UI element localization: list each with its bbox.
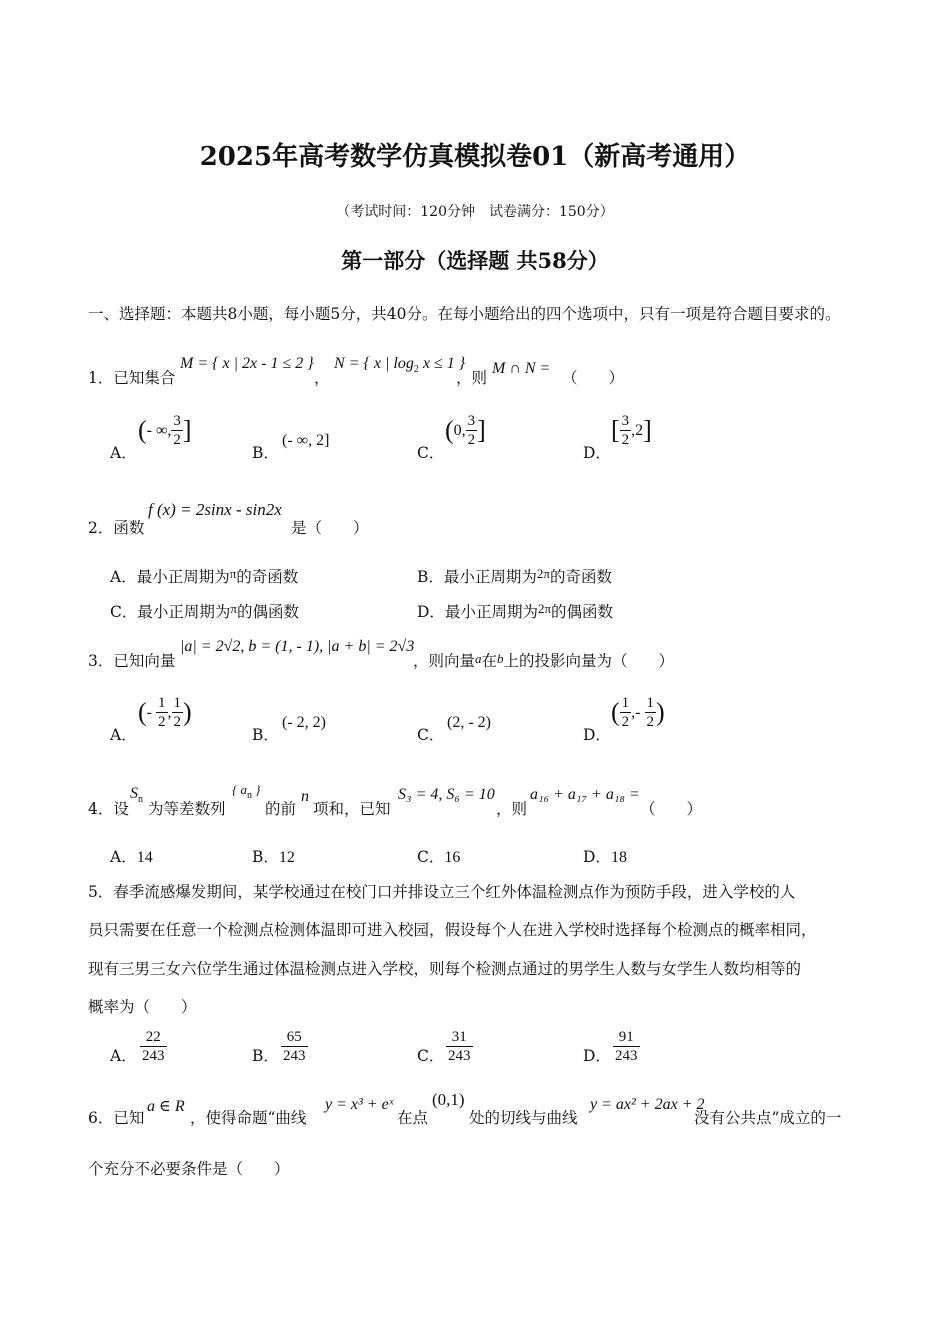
q5-line-1: 5．春季流感爆发期间，某学校通过在校门口并排设立三个红外体温检测点作为预防手段，进入学校的人 bbox=[88, 883, 796, 901]
q1-option-a-value: (- ∞, $\frac{3}{2}$ ] bbox=[138, 413, 192, 448]
question-1 bbox=[88, 366, 175, 388]
part-title: 第一部分（选择题 共58分） bbox=[341, 248, 609, 273]
q6-curve-2: y = ax² + 2ax + 2 bbox=[590, 1096, 705, 1113]
q4-option-b: B．12 bbox=[252, 848, 295, 866]
q6-text-3: 处的切线与曲线 bbox=[469, 1109, 578, 1127]
q2-option-b: B．最小正周期为$^{2\pi}$的奇函数 bbox=[417, 566, 612, 586]
q1-expression: M ∩ N = bbox=[492, 360, 551, 377]
q4-text-3: 项和，已知 bbox=[313, 800, 391, 818]
q6-text-2: 在点 bbox=[397, 1109, 429, 1127]
q4-text-2: 的前 bbox=[265, 800, 297, 818]
q2-option-d: D．最小正周期为$^{2\pi}$的偶函数 bbox=[417, 601, 614, 621]
q3-option-c-value: (2, - 2) bbox=[447, 714, 491, 731]
q6-line-2: 个充分不必要条件是（ ） bbox=[88, 1160, 290, 1178]
q1-set-m: M = { x | 2x - 1 ≤ 2 } bbox=[180, 355, 314, 372]
q5-option-d: D． bbox=[583, 1047, 611, 1065]
q4-option-a: A．14 bbox=[110, 848, 153, 866]
q1-blank: （ ） bbox=[562, 369, 625, 387]
q4-condition: S₃ = 4, S₆ = 10 bbox=[398, 786, 495, 803]
q4-option-d: D．18 bbox=[583, 848, 627, 866]
q1-option-c-value: (0, $\frac{3}{2}$ ] bbox=[445, 413, 486, 448]
q1-option-c: C． bbox=[417, 444, 445, 462]
exam-info: （考试时间：120分钟 试卷满分：150分） bbox=[336, 204, 614, 220]
q6-prefix: 6．已知 bbox=[88, 1109, 145, 1127]
q5-line-4: 概率为（ ） bbox=[88, 998, 197, 1016]
q5-option-c: C． bbox=[417, 1047, 445, 1065]
q5-option-a-value: $\frac{22}{243}$ bbox=[142, 1029, 165, 1064]
q3-option-d-value: ( $\frac{1}{2}$ ,- $\frac{1}{2}$ ) bbox=[611, 695, 665, 730]
q6-text-4: 没有公共点”成立的一 bbox=[694, 1109, 842, 1127]
q4-blank: （ ） bbox=[640, 800, 703, 818]
q1-set-n: N = { x | $\log_2 x \le 1$ } bbox=[334, 355, 466, 375]
q4-text-1: 为等差数列 bbox=[148, 800, 226, 818]
q5-option-a: A． bbox=[110, 1047, 137, 1065]
q1-option-d-value: [ $\frac{3}{2}$ ,2] bbox=[611, 413, 652, 448]
q1-then: ，则 bbox=[456, 369, 488, 387]
q6-condition: a ∈ R bbox=[147, 1098, 185, 1115]
q5-option-c-value: $\frac{31}{243}$ bbox=[448, 1029, 471, 1064]
q3-option-a-value: (- $\frac{1}{2}$ , $\frac{1}{2}$ ) bbox=[138, 695, 192, 730]
q3-option-c: C． bbox=[417, 726, 445, 744]
q2-option-a: A．最小正周期为$^\pi$的奇函数 bbox=[110, 566, 299, 586]
page-title: 2025年高考数学仿真模拟卷01（新高考通用） bbox=[199, 142, 751, 172]
q6-point: (0,1) bbox=[432, 1090, 465, 1109]
q1-prefix: 1．已知集合 bbox=[88, 369, 176, 387]
q3-condition: |a| = 2√2, b = (1, - 1), |a + b| = 2√3 bbox=[180, 638, 415, 655]
q1-option-d: D． bbox=[583, 444, 611, 462]
q6-curve-1: y = x³ + eˣ bbox=[325, 1096, 394, 1113]
q3-option-b: B． bbox=[252, 726, 279, 744]
q3-option-b-value: (- 2, 2) bbox=[282, 714, 326, 731]
q1-option-b: B． bbox=[252, 444, 279, 462]
q1-option-a: A． bbox=[110, 444, 137, 462]
q1-comma: ， bbox=[314, 369, 330, 387]
q5-option-b: B． bbox=[252, 1047, 279, 1065]
q3-option-a: A． bbox=[110, 726, 137, 744]
q4-expression: a₁₆ + a₁₇ + a₁₈ = bbox=[530, 786, 640, 803]
q5-line-2: 员只需要在任意一个检测点检测体温即可进入校园，假设每个人在进入学校时选择每个检测点的概率相同， bbox=[88, 921, 817, 939]
q4-n: n bbox=[301, 788, 309, 805]
q5-option-b-value: $\frac{65}{243}$ bbox=[283, 1029, 306, 1064]
q5-option-d-value: $\frac{91}{243}$ bbox=[615, 1029, 638, 1064]
section-instruction: 一、选择题：本题共8小题，每小题5分，共40分。在每小题给出的四个选项中，只有一项是符合题目要求的。 bbox=[88, 305, 841, 323]
q6-text-1: ，使得命题“曲线 bbox=[190, 1109, 307, 1127]
q3-option-d: D． bbox=[583, 726, 611, 744]
q1-option-b-value: (- ∞, 2] bbox=[282, 432, 330, 449]
q5-line-3: 现有三男三女六位学生通过体温检测点进入学校，则每个检测点通过的男学生人数与女学生人数均相等的 bbox=[88, 960, 802, 978]
q2-tail: 是（ ） bbox=[291, 519, 369, 537]
q4-sn: $S_n$ bbox=[130, 785, 143, 805]
q4-option-c: C．16 bbox=[417, 848, 461, 866]
q2-function: f (x) = 2sinx - sin2x bbox=[148, 500, 282, 519]
q3-prefix: 3．已知向量 bbox=[88, 652, 176, 670]
q3-text: ，则向量a在b上的投影向量为（ ） bbox=[413, 651, 675, 670]
q2-prefix: 2．函数 bbox=[88, 519, 145, 537]
q4-sequence: { $a_n$ } bbox=[232, 782, 261, 801]
q4-prefix: 4．设 bbox=[88, 800, 129, 818]
q4-text-4: ，则 bbox=[496, 800, 528, 818]
q2-option-c: C．最小正周期为$^\pi$的偶函数 bbox=[110, 601, 299, 621]
